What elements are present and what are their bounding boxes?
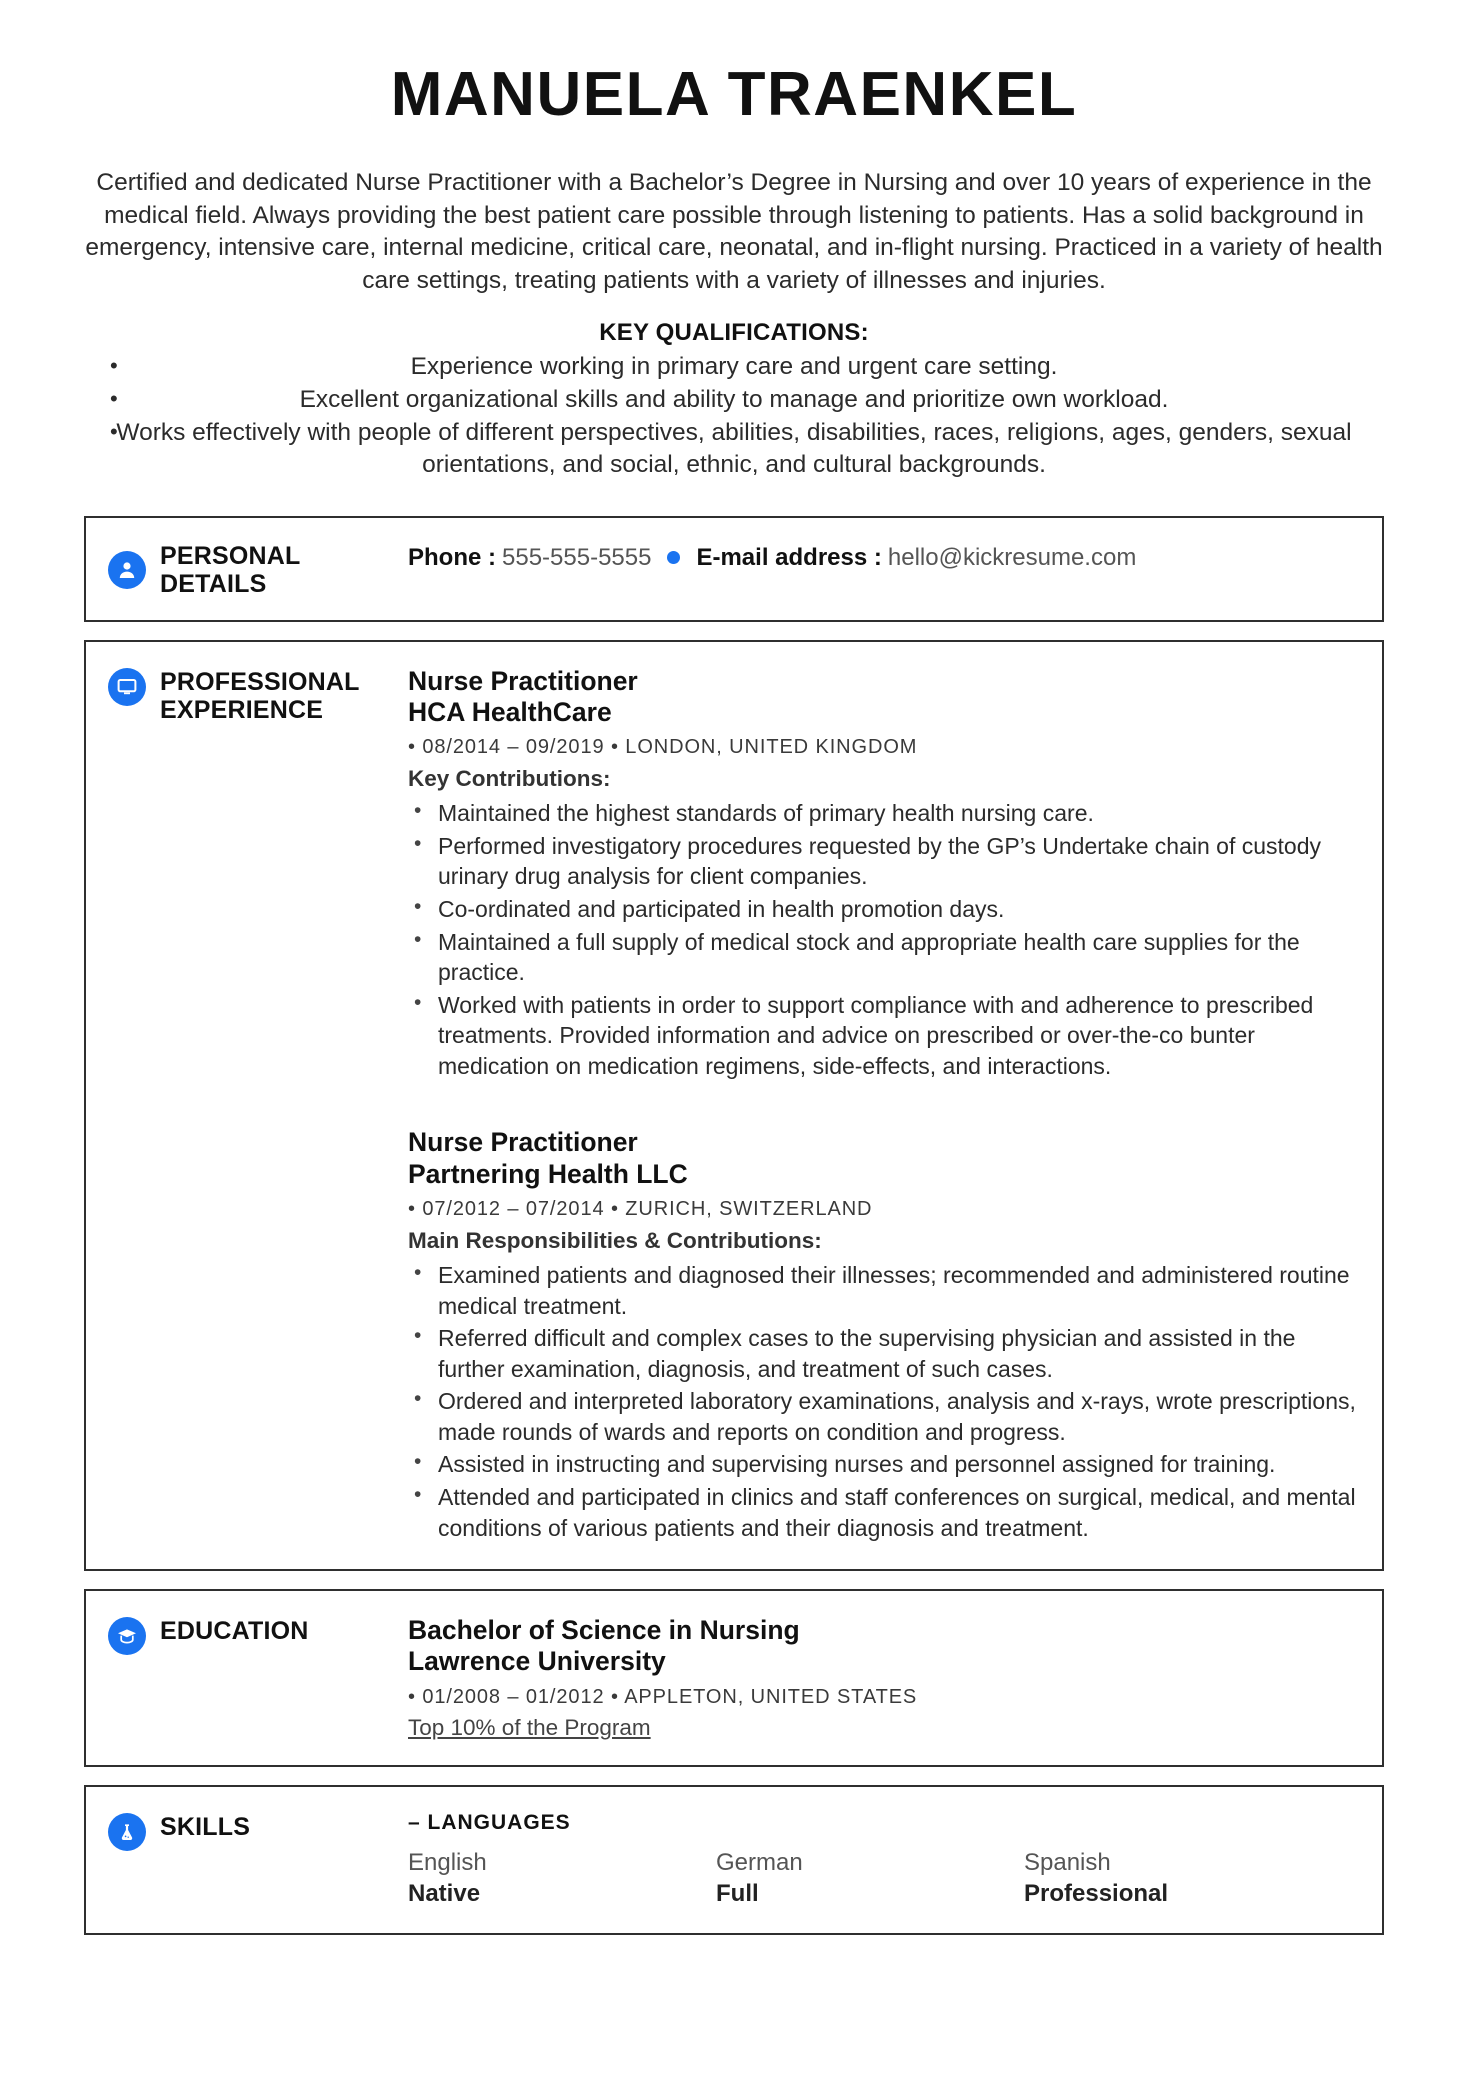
key-qualifications-list: [84, 351, 1384, 481]
list-item: • Referred difficult and complex cases to the supervising physician and assisted in the further examination, diagnosis, and treatment of such cases.: [408, 1323, 1356, 1384]
section-personal-details: [84, 516, 1384, 622]
job-role: Nurse Practitioner: [408, 1127, 638, 1158]
school-name: Lawrence University: [408, 1646, 666, 1677]
contact-line: [408, 540, 1356, 572]
education-note: Top 10% of the Program: [408, 1714, 651, 1740]
job-organization: HCA HealthCare: [408, 696, 612, 727]
job-meta: • 08/2014 – 09/2019 • LONDON, UNITED KINGDOM: [408, 736, 918, 759]
job-subheading: Key Contributions:: [408, 766, 611, 792]
list-item: • Works effectively with people of different perspectives, abilities, disabilities, races, religions, ages, genders, sexual orientations, and social, ethnic, and cultural backgrounds.: [84, 417, 1384, 482]
summary-block: [84, 127, 1384, 482]
key-qualifications-title: KEY QUALIFICATIONS:: [599, 319, 869, 347]
list-item: • Performed investigatory procedures requested by the GP’s Undertake chain of custody urinary drug analysis for client companies.: [408, 831, 1356, 892]
skills-content: [408, 1811, 1356, 1909]
list-item: • Maintained a full supply of medical stock and appropriate health care supplies for the practice.: [408, 927, 1356, 988]
section-cards: [84, 482, 1384, 1935]
language-item: [716, 1847, 1024, 1909]
graduation-cap-icon: [108, 1617, 146, 1655]
email-value: hello@kickresume.com: [887, 543, 1137, 571]
section-title-experience: PROFESSIONAL EXPERIENCE: [160, 667, 360, 724]
person-icon: [108, 551, 146, 589]
language-name: German: [716, 1848, 803, 1876]
list-item: • Worked with patients in order to support compliance with and adherence to prescribed treatments. Provided information and advice on prescribed or over-the-co bunter medication on medication regimens, side-effects, and interactions.: [408, 990, 1356, 1082]
phone-value: 555-555-5555: [502, 543, 652, 571]
list-item: • Co-ordinated and participated in health promotion days.: [408, 894, 1356, 925]
monitor-icon: [108, 668, 146, 706]
page-title: MANUELA TRAENKEL: [390, 60, 1078, 129]
section-title-education: EDUCATION: [160, 1617, 309, 1646]
personal-details-content: [408, 540, 1356, 572]
section-header-personal-details: [108, 540, 408, 598]
section-professional-experience: [84, 640, 1384, 1571]
list-item: • Experience working in primary care and urgent care setting.: [84, 351, 1384, 384]
job-role: Nurse Practitioner: [408, 665, 638, 696]
language-name: Spanish: [1024, 1848, 1111, 1876]
separator-dot-icon: [667, 551, 680, 564]
degree-title: Bachelor of Science in Nursing: [408, 1615, 800, 1646]
section-title-personal-details: PERSONAL DETAILS: [160, 541, 301, 598]
language-item: [1024, 1847, 1332, 1909]
section-title-skills: SKILLS: [160, 1812, 251, 1841]
language-level: Professional: [1024, 1879, 1169, 1907]
languages-grid: [408, 1847, 1356, 1909]
phone-label: Phone :: [408, 543, 496, 571]
professional-summary: Certified and dedicated Nurse Practitioner with a Bachelor’s Degree in Nursing and over 10 years of experience in the medical field. Always providing the best patient care possible through listening to patients. Has a solid background in emergency, intensive care, internal medicine, critical care, neonatal, and in-flight nursing. Practiced in a variety of health care settings, treating patients with a variety of illnesses and injuries.: [85, 169, 1383, 294]
section-education: [84, 1589, 1384, 1767]
list-item: • Ordered and interpreted laboratory examinations, analysis and x-rays, wrote prescriptions, made rounds of wards and reports on condition and progress.: [408, 1386, 1356, 1447]
list-item: • Assisted in instructing and supervising nurses and personnel assigned for training.: [408, 1449, 1356, 1480]
job-subheading: Main Responsibilities & Contributions:: [408, 1227, 822, 1253]
job-bullets: [408, 1260, 1356, 1543]
experience-entry: [408, 666, 1356, 1082]
email-label: E-mail address :: [696, 543, 882, 571]
list-item: • Maintained the highest standards of primary health nursing care.: [408, 798, 1356, 829]
section-header-experience: [108, 666, 408, 724]
experience-content: [408, 666, 1356, 1545]
experience-entry: [408, 1127, 1356, 1543]
section-header-education: [108, 1615, 408, 1655]
job-bullets: [408, 798, 1356, 1081]
language-item: [408, 1847, 716, 1909]
list-item: • Examined patients and diagnosed their illnesses; recommended and administered routine medical treatment.: [408, 1260, 1356, 1321]
job-meta: • 07/2012 – 07/2014 • ZURICH, SWITZERLAND: [408, 1197, 873, 1220]
language-level: Native: [408, 1879, 481, 1907]
skills-group-title: – LANGUAGES: [408, 1810, 571, 1834]
job-organization: Partnering Health LLC: [408, 1158, 688, 1189]
section-skills: [84, 1785, 1384, 1935]
list-item: • Excellent organizational skills and ability to manage and prioritize own workload.: [84, 384, 1384, 417]
flask-icon: [108, 1813, 146, 1851]
list-item: • Attended and participated in clinics and staff conferences on surgical, medical, and mental conditions of various patients and their diagnosis and treatment.: [408, 1482, 1356, 1543]
language-name: English: [408, 1848, 487, 1876]
section-header-skills: [108, 1811, 408, 1851]
education-meta: • 01/2008 – 01/2012 • APPLETON, UNITED STATES: [408, 1685, 918, 1708]
education-content: [408, 1615, 1356, 1741]
language-level: Full: [716, 1879, 759, 1907]
